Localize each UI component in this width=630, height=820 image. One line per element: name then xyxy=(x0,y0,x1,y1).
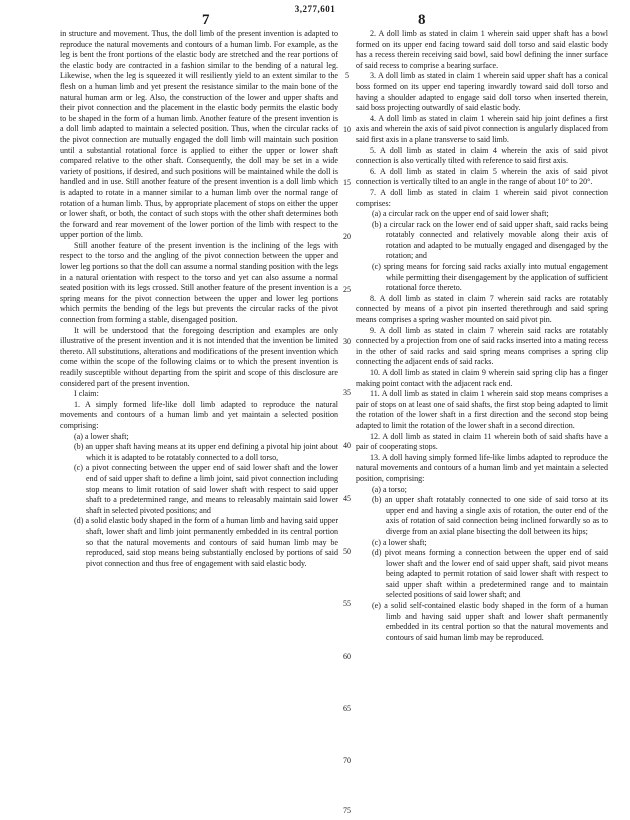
line-number: 55 xyxy=(343,599,351,608)
claim-1: 1. A simply formed life-like doll limb adapted to reproduce the natural movements and contours of a human limb and yet maintain a selected position comprising: xyxy=(60,399,338,430)
column-number-right: 8 xyxy=(418,12,426,28)
claim-1-d: (d) a solid elastic body shaped in the form of a human limb and having said upper shaft, lower shaft and limb joint permanently embedded in its central portion so that the natural movements and contours of said human limb may be reproduced, said stop means being substantially enclosed by portions of said pivot connection and thus free of engagement with said elastic body. xyxy=(74,516,338,568)
patent-number: 3,277,601 xyxy=(294,4,336,14)
claim-7: 7. A doll limb as stated in claim 1 wherein said pivot connection comprises: xyxy=(356,187,608,208)
line-number: 10 xyxy=(343,125,351,134)
claim-10: 10. A doll limb as stated in claim 9 wherein said spring clip has a finger making point contact with the adjacent rack end. xyxy=(356,368,608,388)
claim-3: 3. A doll limb as stated in claim 1 wherein said upper shaft has a conical boss formed on its upper end tapering inwardly toward said doll torso and having a shoulder adapted to engage said doll torso when inserted therein, said boss projecting outwardly of said elastic body. xyxy=(356,71,608,113)
line-number: 40 xyxy=(343,441,351,450)
line-number: 65 xyxy=(343,704,351,713)
claim-2: 2. A doll limb as stated in claim 1 wherein said upper shaft has a bowl formed on its upper end facing toward said doll torso and said elastic body has a recess therein receiving said bowl, said bowl defining the inner surface of said recess to comprise a bearing surface. xyxy=(356,29,608,70)
line-number: 75 xyxy=(343,806,351,815)
line-number: 5 xyxy=(345,71,349,80)
claim-1-b: (b) an upper shaft having means at its upper end defining a pivotal hip joint about which it is adapted to be rotatably connected to a doll torso, xyxy=(74,442,338,462)
line-number: 30 xyxy=(343,337,351,346)
line-number: 60 xyxy=(343,652,351,661)
description-paragraph: in structure and movement. Thus, the doll limb of the present invention is adapted to reproduce the natural movements and contours of a human limb. For example, as the leg is bent the front portions of the elastic body are stretched and the rear portions of the elastic body are contracted in a fashion similar to the bending of a natural leg. Likewise, when the leg is squeezed it will resiliently yield to an extent similar to the flesh on a human limb and yet present the resistance similar to the main bone of the natural human arm or leg. Also, the construction of the lower and upper shafts and their pivot connection and the placement in the elastic body permits the elastic body to be shaped in the form of a human limb. Another feature of the present invention is a doll limb adapted to maintain a selected position. Thus, when the circular racks of the pivot connection are mutually engaged the doll limb will maintain such position until a substantial rotational force is applied to either the upper or lower shaft compared relative to the other shaft. Consequently, the doll may be set in a wide variety of positions, if desired, and such positions will be maintained while the doll is handled and in use. Still another feature of the present invention is a doll limb which is adapted to rotate in a manner similar to a human limb over the normal range of rotation of a human limb. Thus, by appropriate placement of stops on either the upper or lower shaft, or both, the contact of such stops with the other shaft determines both the forward and rear movement of the lower portion of the limb with respect to the upper portion of the limb. xyxy=(60,29,338,240)
claim-5: 5. A doll limb as stated in claim 4 wherein the axis of said pivot connection is also vertically tilted with reference to said first axis. xyxy=(356,145,608,166)
column-number-left: 7 xyxy=(202,12,210,28)
right-column xyxy=(356,29,608,643)
claims-intro: I claim: xyxy=(74,389,99,399)
claim-13-b: (b) an upper shaft rotatably connected to one side of said torso at its upper end and having a single axis of rotation, the outer end of the axis of rotation of said connection being inclined forwardly so as to diverge from an axial plane bisecting the doll between its hips; xyxy=(372,495,608,536)
claim-4: 4. A doll limb as stated in claim 1 wherein said hip joint defines a first axis and wherein the axis of said pivot connection is angularly displaced from said first axis in a plane transverse to said limb. xyxy=(356,113,608,144)
claim-1-a: (a) a lower shaft; xyxy=(74,431,129,441)
claim-13-a: (a) a torso; xyxy=(372,484,407,494)
claim-9: 9. A doll limb as stated in claim 7 wherein said racks are rotatably connected by a projection from one of said racks inserted into a mating recess in the other of said racks and said spring means comprises a spring clip connecting the adjacent ends of said racks. xyxy=(356,325,608,367)
claim-7-a: (a) a circular rack on the upper end of said lower shaft; xyxy=(372,209,549,219)
line-number: 25 xyxy=(343,285,351,294)
line-number: 20 xyxy=(343,232,351,241)
claim-13: 13. A doll having simply formed life-like limbs adapted to reproduce the natural movements and contours of a human limb and yet maintain a selected position, comprising: xyxy=(356,452,608,483)
description-paragraph: It will be understood that the foregoing description and examples are only illustrative of the present invention and it is not intended that the invention be limited thereto. All substitutions, alterations and modifications of the present invention which come within the scope of the following claims or to which the present invention is readily susceptible without departing from the spirit and scope of this disclosure are considered part of the present invention. xyxy=(60,325,338,388)
claim-13-d: (d) pivot means forming a connection between the upper end of said lower shaft and the lower end of said upper shaft, said pivot means being adapted to permit rotation of said lower shaft with respect to said upper shaft within a predetermined range and to maintain selected positions of said lower shaft; and xyxy=(372,548,608,600)
left-column xyxy=(60,29,338,569)
line-number: 45 xyxy=(343,494,351,503)
claim-6: 6. A doll limb as stated in claim 5 wherein the axis of said pivot connection is vertically tilted to an angle in the range of about 10° to 20°. xyxy=(356,166,608,187)
claim-12: 12. A doll limb as stated in claim 11 wherein both of said shafts have a pair of cooperating stops. xyxy=(356,431,608,452)
line-number: 70 xyxy=(343,756,351,765)
line-number: 35 xyxy=(343,388,351,397)
claim-7-c: (c) spring means for forcing said racks axially into mutual engagement while permitting their disengagement by the application of sufficient rotational force thereto. xyxy=(372,262,608,293)
claim-1-c: (c) a pivot connecting between the upper end of said lower shaft and the lower end of said upper shaft to define a limb joint, said pivot connection including stop means to limit rotation of said lower shaft with respect to said upper shaft to a predetermined range, and means to releasably maintain said lower shaft in selected pivoted positions; and xyxy=(74,463,338,515)
line-number: 50 xyxy=(343,547,351,556)
description-paragraph: Still another feature of the present invention is the inclining of the legs with respect to the torso and the angling of the pivot connection between the upper and lower leg portions so that the doll can assume a normal standing position with the legs in a natural orientation with respect to the torso and yet can also assume a normal seated position with its legs crossed. Still another feature of the present invention is a spring means for the pivot connection between the upper and lower leg portions which permits the bending of the legs but prevents the circular racks of the pivot connection from forming a stable, disengaged position. xyxy=(60,240,338,325)
line-number: 15 xyxy=(343,178,351,187)
claim-7-b: (b) a circular rack on the lower end of said upper shaft, said racks being rotatably connected and relatively movable along their axis of rotation and adapted to be mutually engaged and disengaged by the rotation; and xyxy=(372,219,608,261)
claim-13-c: (c) a lower shaft; xyxy=(372,537,427,547)
claim-13-e: (e) a solid self-contained elastic body shaped in the form of a human limb and having said upper shaft and lower shaft permanently embedded in its central portion so that the natural movements and contours of said human limb may be reproduced. xyxy=(372,601,608,642)
claim-11: 11. A doll limb as stated in claim 1 wherein said stop means comprises a pair of stops on at least one of said shafts, the first stop being adapted to limit the rotation of the lower shaft in a first direction and the second stop being adapted to limit the rotation of the lower shaft in a second direction. xyxy=(356,389,608,430)
claim-8: 8. A doll limb as stated in claim 7 wherein said racks are rotatably connected by means of a pivot pin inserted therethrough and said spring means comprises a spring washer mounted on said pivot pin. xyxy=(356,293,608,325)
